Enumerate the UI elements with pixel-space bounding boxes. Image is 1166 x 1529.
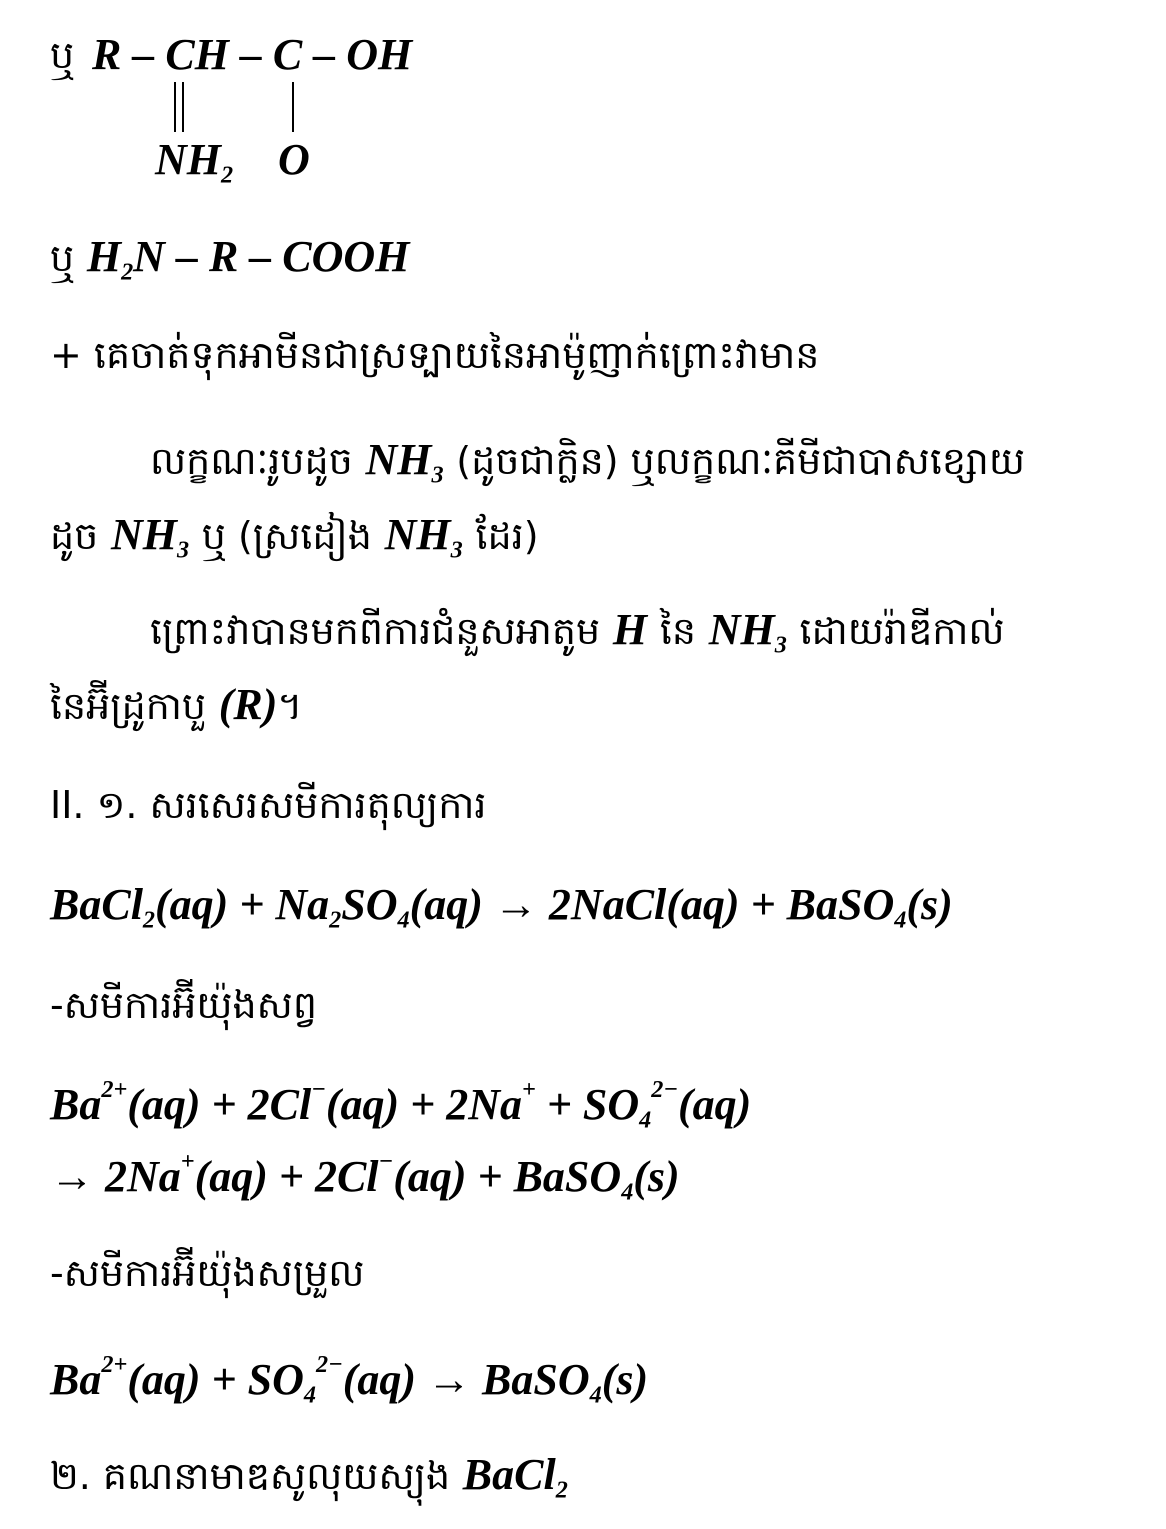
label-full-ionic: -សមីការអ៊ីយ៉ុងសព្វ — [50, 983, 317, 1027]
equation-full-ionic-left: $Ba^{2+}(aq) + 2Cl^-(aq) + 2Na^+ + SO_4^{2-}(aq)$ — [50, 1076, 752, 1134]
para-like-nh3: ដូច $NH_3$ ឬ (ស្រដៀង $NH_3$ ដែរ) — [50, 510, 539, 564]
double-bond-line-2 — [182, 82, 184, 132]
para-hydrocarbon: នៃអ៊ីដ្រូកាបួ (R)។ — [50, 680, 303, 729]
amino-group: $NH_2$ — [155, 135, 234, 189]
main-chain: R – CH – C – OH — [92, 30, 413, 79]
or-prefix: ឬ — [50, 33, 75, 77]
formula-h2n-r-cooh: ឬ $H_2N$ – R – COOH — [50, 232, 410, 286]
equation-net-ionic: $Ba^{2+}(aq) + SO_4^{2-}(aq)$ → BaSO$_4$(s) — [50, 1351, 649, 1409]
single-bond-line — [292, 82, 294, 132]
para-amine-derivative: + គេចាត់ទុកអាមីនជាស្រទ្បាយនៃអាម៉ូញាក់ព្រោះវាមាន — [50, 333, 820, 377]
section-calculate-volume: ២. គណនាមាឌសូលុយស្យុង BaCl$_2$ — [50, 1450, 568, 1504]
section-balanced-equation: II. ១. សរសេរសមីការតុល្យការ — [50, 783, 487, 827]
equation-molecular: BaCl$_2$(aq) + $Na_2SO_4(aq)$ → 2NaCl(aq) + BaSO$_4$(s) — [50, 880, 953, 934]
double-bond-line-1 — [174, 82, 176, 132]
para-substitution: ព្រោះវាបានមកពីការជំនួសអាតូម H នៃ $NH_3$ ដោយរ៉ាឌីកាល់ — [150, 605, 1005, 659]
label-net-ionic: -សមីការអ៊ីយ៉ុងសម្រួល — [50, 1251, 365, 1295]
oxygen-atom: O — [278, 135, 310, 184]
para-physical-properties: លក្ខណៈរូបដូច $NH_3$ (ដូចជាក្លិន) ឬលក្ខណៈគីមីជាបាសខ្សោយ — [150, 435, 1026, 489]
equation-full-ionic-right: → 2Na+(aq) + 2Cl−(aq) + BaSO$_4$(s) — [50, 1148, 680, 1206]
